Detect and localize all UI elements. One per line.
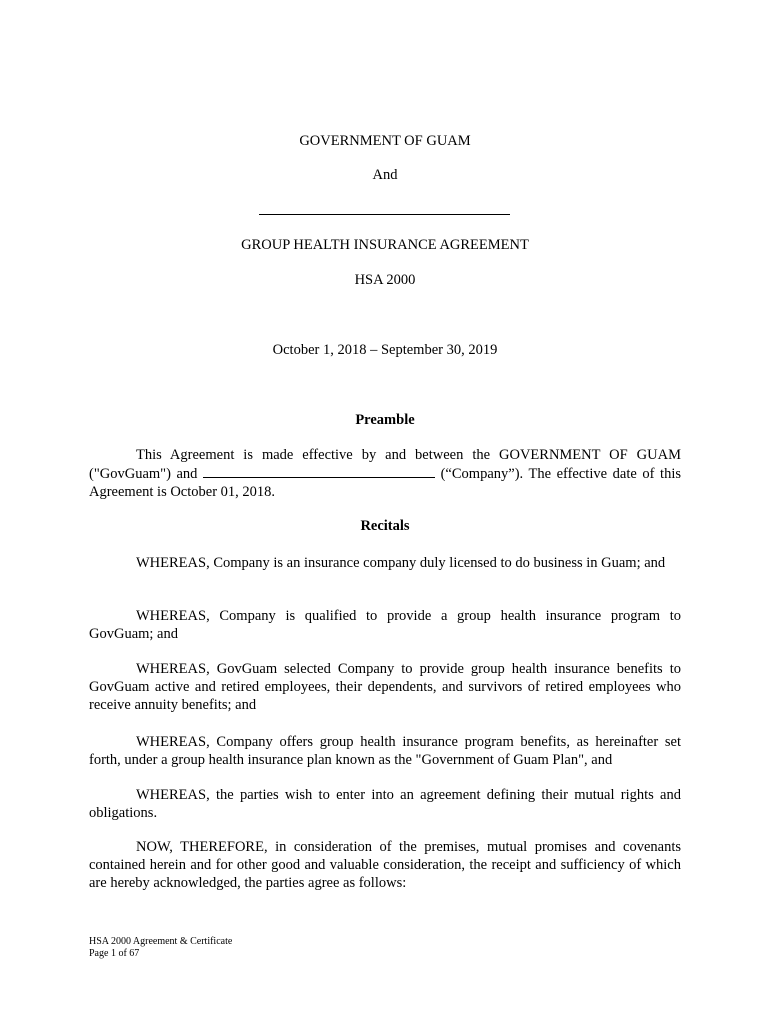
preamble-text-before: This Agreement is made effective by and between the GOVERNMENT OF GUAM ("GovGuam") and <box>89 447 681 482</box>
preamble-heading: Preamble <box>355 412 415 428</box>
recital-paragraph: WHEREAS, the parties wish to enter into an agreement defining their mutual rights and obligations. <box>89 787 681 821</box>
title-agreement: GROUP HEALTH INSURANCE AGREEMENT <box>241 237 529 253</box>
recital-paragraph: NOW, THEREFORE, in consideration of the premises, mutual promises and covenants contained herein and for other good and valuable consideration, the receipt and sufficiency of which are hereby acknowledged, the parties agree as follows: <box>89 839 681 891</box>
recitals-heading: Recitals <box>360 518 410 534</box>
title-and: And <box>372 167 398 183</box>
title-government: GOVERNMENT OF GUAM <box>299 133 471 149</box>
company-name-blank-line <box>259 214 510 215</box>
recital-paragraph: WHEREAS, Company is qualified to provide a group health insurance program to GovGuam; and <box>89 608 681 642</box>
preamble-paragraph <box>89 446 681 501</box>
recital-paragraph: WHEREAS, GovGuam selected Company to provide group health insurance benefits to GovGuam active and retired employees, their dependents, and survivors of retired employees who receive annuity benefits; and <box>89 661 681 713</box>
company-blank-field <box>203 464 435 478</box>
footer-page-number: Page 1 of 67 <box>89 948 140 959</box>
footer-document-title: HSA 2000 Agreement & Certificate <box>89 936 233 947</box>
recital-paragraph: WHEREAS, Company offers group health insurance program benefits, as hereinafter set forth, under a group health insurance plan known as the "Government of Guam Plan", and <box>89 734 681 768</box>
title-plan-code: HSA 2000 <box>354 272 416 288</box>
recital-paragraph: WHEREAS, Company is an insurance company duly licensed to do business in Guam; and <box>136 555 666 571</box>
preamble-text-after: (“Company”). The effective date of this Agreement is October 01, 2018. <box>89 466 681 500</box>
title-term-dates: October 1, 2018 – September 30, 2019 <box>272 342 498 358</box>
